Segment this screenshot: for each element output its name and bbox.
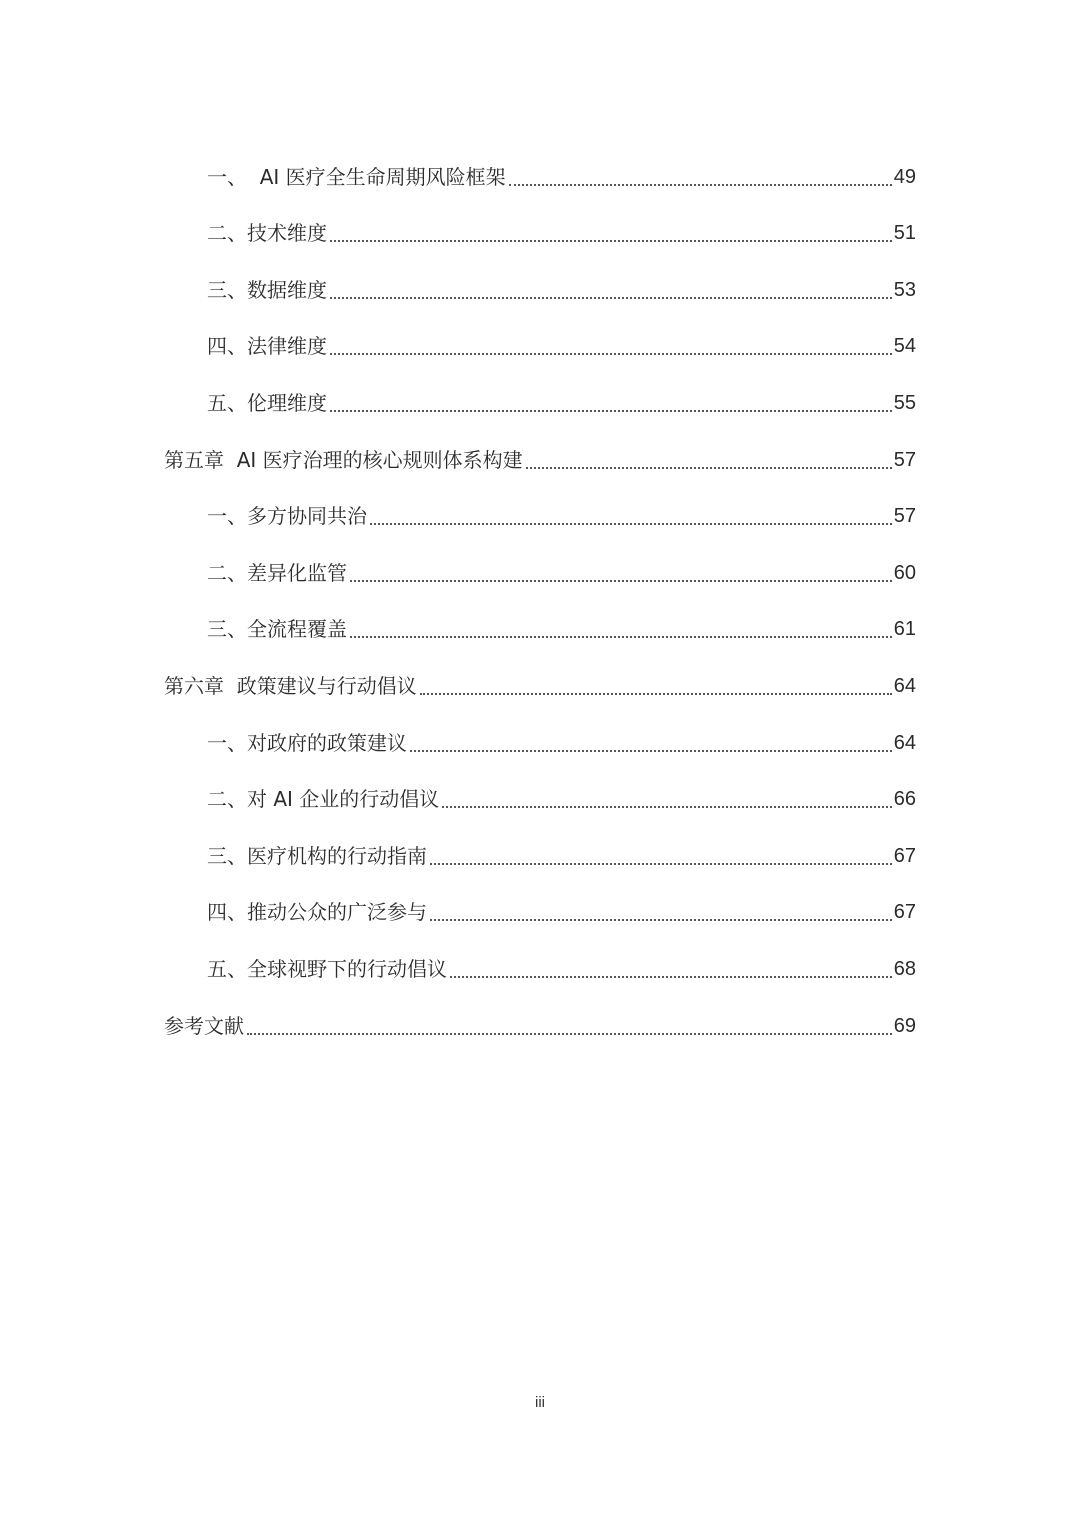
toc-entry[interactable] (0, 817, 1080, 874)
toc-dot-leader (330, 353, 892, 355)
toc-entry[interactable] (0, 874, 1080, 931)
toc-entry-title: 三、全流程覆盖 (207, 617, 347, 642)
toc-dot-leader (330, 240, 892, 242)
toc-entry[interactable] (0, 478, 1080, 535)
toc-entry-title: 二、差异化监管 (207, 560, 347, 585)
toc-entry[interactable] (0, 308, 1080, 365)
toc-entry-page: 54 (893, 335, 916, 358)
toc-entry-title: 第六章 政策建议与行动倡议 (164, 673, 417, 698)
page-number: iii (535, 1394, 545, 1411)
toc-entry-title: 第五章 AI 医疗治理的核心规则体系构建 (164, 447, 523, 472)
toc-dot-leader (330, 410, 892, 412)
toc-dot-leader (442, 806, 891, 808)
toc-entry[interactable] (0, 364, 1080, 421)
toc-entry-title: 四、法律维度 (207, 334, 327, 359)
toc-entry-page: 55 (893, 391, 916, 414)
toc-entry-title: 一、对政府的政策建议 (207, 730, 407, 755)
toc-entry-title: 四、推动公众的广泛参与 (207, 900, 427, 925)
toc-dot-leader (509, 184, 892, 186)
toc-entry-page: 61 (893, 618, 916, 641)
toc-entry-page: 66 (893, 788, 916, 811)
toc-dot-leader (430, 863, 892, 865)
toc-dot-leader (247, 1033, 892, 1035)
toc-entry-title: 二、对 AI 企业的行动倡议 (207, 787, 440, 812)
toc-entry[interactable] (0, 138, 1080, 195)
toc-entry-page: 51 (893, 222, 916, 245)
toc-entry[interactable] (0, 761, 1080, 818)
toc-entry-page: 64 (893, 731, 916, 754)
toc-entry-title: 二、技术维度 (207, 221, 327, 246)
table-of-contents (0, 138, 1080, 1044)
toc-dot-leader (526, 467, 892, 469)
toc-entry[interactable] (0, 195, 1080, 252)
toc-entry[interactable] (0, 930, 1080, 987)
toc-chapter-entry[interactable] (0, 421, 1080, 478)
toc-entry-page: 67 (893, 844, 916, 867)
toc-dot-leader (450, 976, 892, 978)
toc-entry-title: 三、医疗机构的行动指南 (207, 843, 427, 868)
toc-entry-page: 60 (893, 561, 916, 584)
toc-dot-leader (350, 636, 892, 638)
toc-entry[interactable] (0, 591, 1080, 648)
toc-entry-title: 三、数据维度 (207, 277, 327, 302)
toc-entry-page: 67 (893, 901, 916, 924)
toc-dot-leader (430, 919, 892, 921)
toc-entry-page: 49 (893, 165, 916, 188)
toc-entry-title: 五、全球视野下的行动倡议 (207, 956, 447, 981)
toc-dot-leader (410, 750, 892, 752)
toc-entry[interactable] (0, 704, 1080, 761)
toc-entry-page: 69 (893, 1014, 916, 1037)
toc-entry-page: 57 (893, 505, 916, 528)
toc-entry[interactable] (0, 251, 1080, 308)
toc-entry-page: 57 (893, 448, 916, 471)
toc-entry-page: 53 (893, 278, 916, 301)
toc-dot-leader (330, 297, 892, 299)
toc-dot-leader (420, 693, 892, 695)
toc-entry-page: 64 (893, 674, 916, 697)
toc-entry-title: 一、多方协同共治 (207, 504, 367, 529)
toc-entry-title: 一、 AI 医疗全生命周期风险框架 (207, 164, 506, 189)
toc-entry[interactable] (0, 534, 1080, 591)
toc-entry-title: 参考文献 (164, 1013, 244, 1038)
toc-dot-leader (370, 523, 892, 525)
toc-entry-page: 68 (893, 957, 916, 980)
toc-entry-title: 五、伦理维度 (207, 390, 327, 415)
toc-dot-leader (350, 580, 892, 582)
toc-chapter-entry[interactable] (0, 987, 1080, 1044)
toc-chapter-entry[interactable] (0, 647, 1080, 704)
